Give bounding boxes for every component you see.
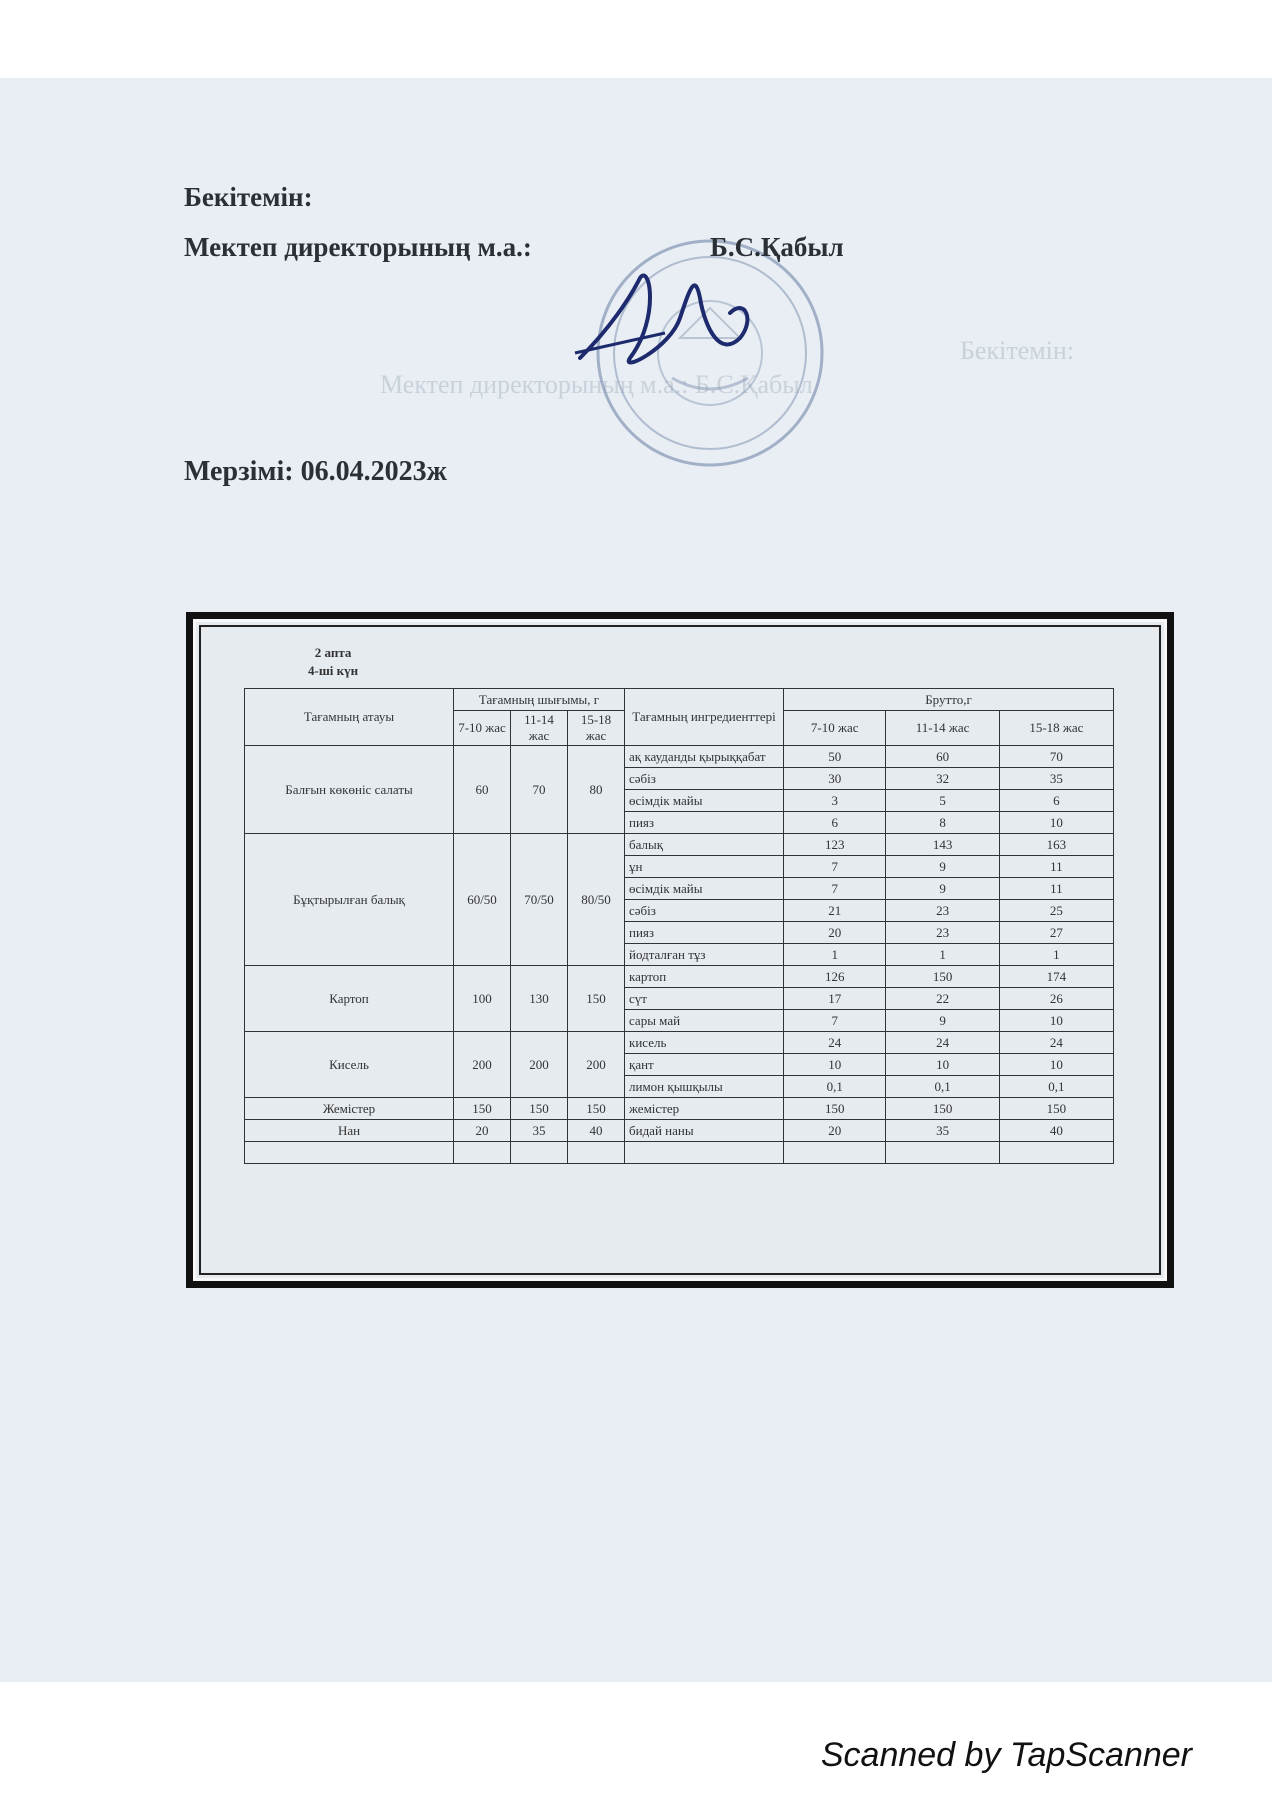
yield-cell: 150: [568, 966, 625, 1032]
signer-name: Б.С.Қабыл: [710, 232, 844, 262]
brutto-cell: 163: [999, 834, 1113, 856]
brutto-cell: 123: [784, 834, 886, 856]
brutto-cell: 7: [784, 856, 886, 878]
empty-cell: [886, 1142, 999, 1164]
brutto-cell: 0,1: [886, 1076, 999, 1098]
brutto-cell: 25: [999, 900, 1113, 922]
header-yield-age: 15-18 жас: [568, 711, 625, 746]
ingredient-cell: йодталған тұз: [625, 944, 784, 966]
ingredient-cell: ақ кауданды қырыққабат: [625, 746, 784, 768]
dish-name-cell: Жемістер: [245, 1098, 454, 1120]
brutto-cell: 11: [999, 878, 1113, 900]
header-ingredients: Тағамның ингредиенттері: [625, 689, 784, 746]
header-yield-age: 11-14 жас: [511, 711, 568, 746]
brutto-cell: 70: [999, 746, 1113, 768]
empty-cell: [568, 1142, 625, 1164]
dish-name-cell: Нан: [245, 1120, 454, 1142]
ingredient-cell: жемістер: [625, 1098, 784, 1120]
brutto-cell: 126: [784, 966, 886, 988]
ingredient-cell: өсімдік майы: [625, 790, 784, 812]
brutto-cell: 150: [999, 1098, 1113, 1120]
yield-cell: 80: [568, 746, 625, 834]
brutto-cell: 10: [999, 1054, 1113, 1076]
brutto-cell: 30: [784, 768, 886, 790]
table-row: [245, 746, 1114, 768]
brutto-cell: 24: [886, 1032, 999, 1054]
ingredient-cell: кисель: [625, 1032, 784, 1054]
ingredient-cell: пияз: [625, 922, 784, 944]
yield-cell: 70/50: [511, 834, 568, 966]
empty-cell: [999, 1142, 1113, 1164]
yield-cell: 150: [568, 1098, 625, 1120]
yield-cell: 35: [511, 1120, 568, 1142]
week-text: 2 апта: [314, 645, 352, 660]
brutto-cell: 11: [999, 856, 1113, 878]
brutto-cell: 10: [886, 1054, 999, 1076]
ingredient-cell: балық: [625, 834, 784, 856]
header-brutto: Брутто,г: [784, 689, 1114, 711]
yield-cell: 60: [454, 746, 511, 834]
brutto-cell: 0,1: [999, 1076, 1113, 1098]
dish-name-cell: Кисель: [245, 1032, 454, 1098]
header-brutto-age: 7-10 жас: [784, 711, 886, 746]
brutto-cell: 150: [886, 966, 999, 988]
yield-cell: 200: [568, 1032, 625, 1098]
brutto-cell: 20: [784, 922, 886, 944]
brutto-cell: 9: [886, 856, 999, 878]
ingredient-cell: сәбіз: [625, 768, 784, 790]
scanner-watermark: Scanned by TapScanner: [820, 1736, 1192, 1774]
brutto-cell: 26: [999, 988, 1113, 1010]
yield-cell: 150: [511, 1098, 568, 1120]
header-brutto-age: 11-14 жас: [886, 711, 999, 746]
ingredient-cell: пияз: [625, 812, 784, 834]
brutto-cell: 5: [886, 790, 999, 812]
ingredient-cell: сары май: [625, 1010, 784, 1032]
brutto-cell: 7: [784, 1010, 886, 1032]
table-row: [245, 1120, 1114, 1142]
signature-icon: [570, 258, 770, 388]
ingredient-cell: ұн: [625, 856, 784, 878]
brutto-cell: 23: [886, 900, 999, 922]
ingredient-cell: бидай наны: [625, 1120, 784, 1142]
brutto-cell: 0,1: [784, 1076, 886, 1098]
table-row: [245, 966, 1114, 988]
yield-cell: 130: [511, 966, 568, 1032]
brutto-cell: 9: [886, 878, 999, 900]
brutto-cell: 27: [999, 922, 1113, 944]
table-row: [245, 834, 1114, 856]
ingredient-cell: қант: [625, 1054, 784, 1076]
yield-cell: 80/50: [568, 834, 625, 966]
bleed-through-text-2: Мектеп директорының м.а.: Б.С.Қабыл: [380, 370, 813, 399]
brutto-cell: 10: [999, 1010, 1113, 1032]
brutto-cell: 21: [784, 900, 886, 922]
table-row: [245, 1098, 1114, 1120]
yield-cell: 60/50: [454, 834, 511, 966]
brutto-cell: 40: [999, 1120, 1113, 1142]
brutto-cell: 10: [784, 1054, 886, 1076]
brutto-cell: 32: [886, 768, 999, 790]
brutto-cell: 20: [784, 1120, 886, 1142]
ingredient-cell: сүт: [625, 988, 784, 1010]
dish-name-cell: Балғын көкөніс салаты: [245, 746, 454, 834]
empty-cell: [625, 1142, 784, 1164]
date-line: Мерзімі: 06.04.2023ж: [184, 456, 447, 487]
brutto-cell: 8: [886, 812, 999, 834]
menu-table: [244, 688, 1114, 1164]
empty-cell: [245, 1142, 454, 1164]
brutto-cell: 24: [999, 1032, 1113, 1054]
header-yield-age: 7-10 жас: [454, 711, 511, 746]
empty-cell: [454, 1142, 511, 1164]
empty-row: [245, 1142, 1114, 1164]
yield-cell: 150: [454, 1098, 511, 1120]
dish-name-cell: Картоп: [245, 966, 454, 1032]
director-title: Мектеп директорының м.а.:: [184, 232, 532, 262]
brutto-cell: 1: [999, 944, 1113, 966]
brutto-cell: 143: [886, 834, 999, 856]
empty-cell: [511, 1142, 568, 1164]
brutto-cell: 24: [784, 1032, 886, 1054]
brutto-cell: 1: [886, 944, 999, 966]
menu-body: [245, 746, 1114, 1164]
week-label: [308, 644, 358, 680]
dish-name-cell: Бұқтырылған балық: [245, 834, 454, 966]
approval-heading: Бекітемін:: [184, 182, 313, 212]
ingredient-cell: картоп: [625, 966, 784, 988]
brutto-cell: 50: [784, 746, 886, 768]
brutto-cell: 150: [886, 1098, 999, 1120]
brutto-cell: 23: [886, 922, 999, 944]
yield-cell: 100: [454, 966, 511, 1032]
yield-cell: 20: [454, 1120, 511, 1142]
brutto-cell: 22: [886, 988, 999, 1010]
brutto-cell: 60: [886, 746, 999, 768]
brutto-cell: 6: [784, 812, 886, 834]
yield-cell: 40: [568, 1120, 625, 1142]
empty-cell: [784, 1142, 886, 1164]
brutto-cell: 1: [784, 944, 886, 966]
day-text: 4-ші күн: [308, 663, 359, 678]
brutto-cell: 6: [999, 790, 1113, 812]
header-dish-name: Тағамның атауы: [245, 689, 454, 746]
brutto-cell: 7: [784, 878, 886, 900]
header-brutto-age: 15-18 жас: [999, 711, 1113, 746]
ingredient-cell: сәбіз: [625, 900, 784, 922]
brutto-cell: 35: [886, 1120, 999, 1142]
yield-cell: 200: [511, 1032, 568, 1098]
brutto-cell: 174: [999, 966, 1113, 988]
table-row: [245, 1032, 1114, 1054]
brutto-cell: 9: [886, 1010, 999, 1032]
brutto-cell: 17: [784, 988, 886, 1010]
header-yield: Тағамның шығымы, г: [454, 689, 625, 711]
brutto-cell: 10: [999, 812, 1113, 834]
brutto-cell: 150: [784, 1098, 886, 1120]
menu-frame: [186, 612, 1174, 1288]
bleed-through-text-1: Бекітемін:: [960, 336, 1075, 365]
yield-cell: 70: [511, 746, 568, 834]
brutto-cell: 35: [999, 768, 1113, 790]
brutto-cell: 3: [784, 790, 886, 812]
ingredient-cell: өсімдік майы: [625, 878, 784, 900]
ingredient-cell: лимон қышқылы: [625, 1076, 784, 1098]
yield-cell: 200: [454, 1032, 511, 1098]
